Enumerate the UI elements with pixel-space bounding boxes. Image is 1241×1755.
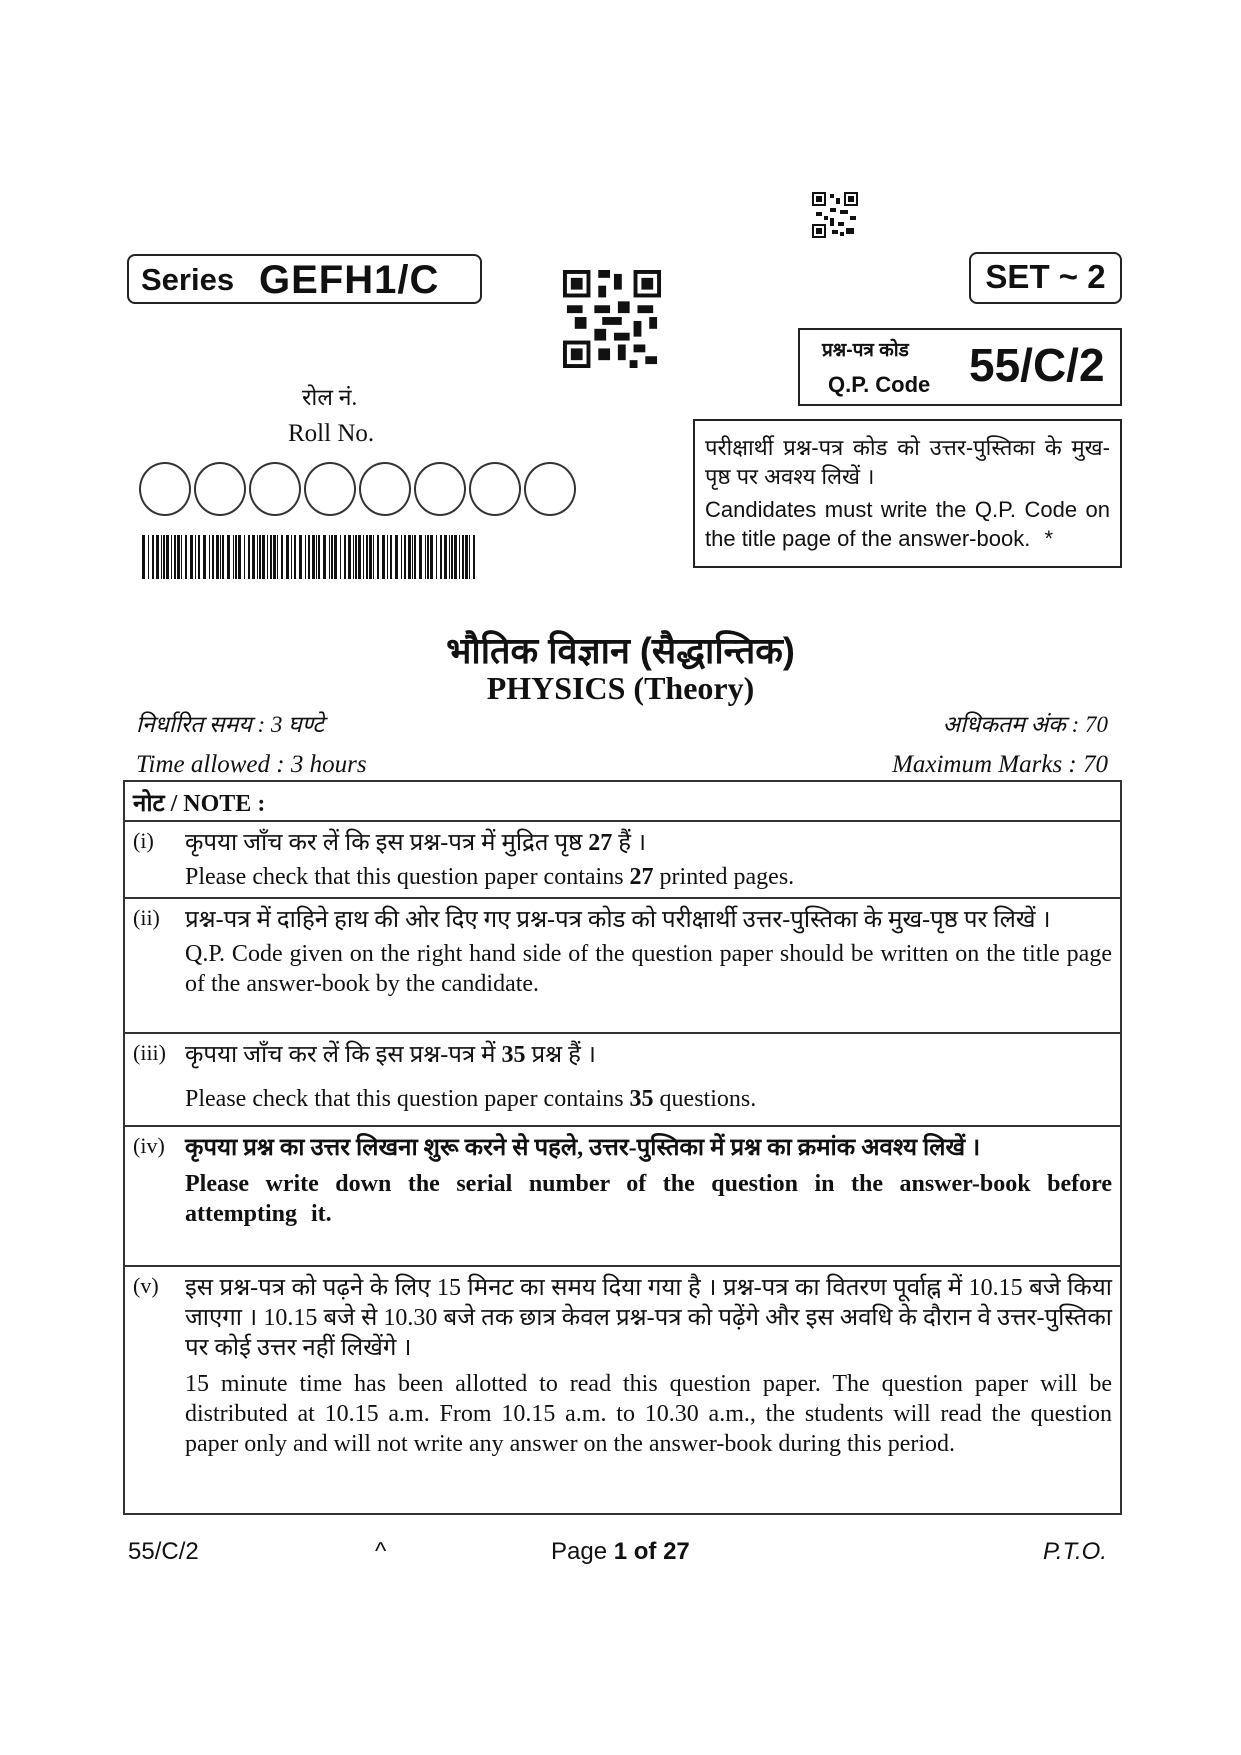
barcode-bar [252, 535, 255, 579]
barcode-bar [281, 535, 283, 579]
roll-digit-circle[interactable] [469, 462, 521, 516]
candidate-instruction-hindi: परीक्षार्थी प्रश्न-पत्र कोड को उत्तर-पुस्तिका के मुख-पृष्ठ पर अवश्य लिखें । [705, 435, 1110, 489]
barcode-bar [358, 535, 361, 579]
note-hindi: इस प्रश्न-पत्र को पढ़ने के लिए 15 मिनट का समय दिया गया है । प्रश्न-पत्र का वितरण पूर्वाह्न में 10.15 बजे किया जाएगा । 10.15 बजे से 10.30 बजे तक छात्र केवल प्रश्न-पत्र को पढ़ेंगे और इस अवधि के दौरान वे उत्तर-पुस्तिका पर कोई उत्तर नहीं लिखेंगे । [185, 1275, 1112, 1361]
barcode-bar [465, 535, 468, 579]
barcode-bar [294, 535, 296, 579]
subject-title-hindi: भौतिक विज्ञान (सैद्धान्तिक) [446, 630, 795, 671]
barcode-bar [419, 535, 422, 579]
barcode-bar [262, 535, 265, 579]
barcode-bar [331, 535, 333, 579]
qp-code-label-hindi: प्रश्न-पत्र कोड [822, 340, 909, 361]
barcode-bar [198, 535, 200, 579]
roll-number-circles [139, 462, 581, 520]
note-english: Please write down the serial number of the question in the answer-book before attempting it. [185, 1171, 1112, 1227]
note-hindi: प्रश्न-पत्र में दाहिने हाथ की ओर दिए गए प्रश्न-पत्र कोड को परीक्षार्थी उत्तर-पुस्तिका के मुख-पृष्ठ पर लिखें । [185, 907, 1051, 933]
note-number: (ii) [133, 905, 160, 930]
barcode-bar [148, 535, 149, 579]
note-number: (iv) [133, 1133, 165, 1158]
barcode-bar [291, 535, 292, 579]
barcode-bar [238, 535, 241, 579]
barcode-bar [427, 535, 429, 579]
barcode-bar [363, 535, 364, 579]
barcode-bar [209, 535, 210, 579]
roll-label: Roll No. [288, 420, 375, 447]
barcode-bar [387, 535, 388, 579]
barcode-bar [163, 535, 165, 579]
barcode-bar [161, 535, 162, 579]
footer-caret: ^ [375, 1538, 387, 1565]
barcode-bar [449, 535, 450, 579]
barcode-bar [334, 535, 337, 579]
subject-title: PHYSICS (Theory) [486, 670, 755, 706]
time-allowed-hindi: निर्धारित समय : 3 घण्टे [136, 712, 324, 737]
barcode-bar [212, 535, 214, 579]
note-number: (i) [133, 828, 154, 853]
barcode-bar [227, 535, 230, 579]
max-marks: Maximum Marks : 70 [892, 751, 1108, 778]
barcode-bar [222, 535, 224, 579]
barcode-bar [401, 535, 402, 579]
notes-table [123, 780, 1122, 1515]
barcode-bar [308, 535, 310, 579]
roll-digit-circle[interactable] [414, 462, 466, 516]
small-qr-code [812, 192, 858, 238]
barcode-bar [440, 535, 442, 579]
note-hindi: कृपया जाँच कर लें कि इस प्रश्न-पत्र में 35 प्रश्न हैं । [185, 1042, 596, 1068]
barcode-bar [195, 535, 196, 579]
barcode-bar [174, 535, 176, 579]
series-label: Series [141, 262, 235, 297]
barcode-bar [244, 535, 245, 579]
barcode-bar [286, 535, 289, 579]
note-item [125, 1127, 1120, 1267]
barcode-bar [459, 535, 460, 579]
star-mark: * [1044, 526, 1054, 551]
barcode-bar [382, 535, 385, 579]
qp-code-value: 55/C/2 [969, 339, 1105, 391]
barcode-bar [412, 535, 413, 579]
barcode-bar [316, 535, 317, 579]
notes-heading: नोट / NOTE : [125, 782, 1120, 822]
barcode-bar [177, 535, 180, 579]
barcode-bar [257, 535, 258, 579]
barcode-bar [248, 535, 250, 579]
barcode-bar [353, 535, 354, 579]
set-badge: SET ~ 2 [969, 252, 1122, 304]
max-marks-hindi: अधिकतम अंक : 70 [942, 712, 1108, 737]
pto-label: P.T.O. [1042, 1538, 1107, 1565]
barcode-bar [181, 535, 182, 579]
barcode-bar [340, 535, 341, 579]
note-item [125, 1034, 1120, 1127]
barcode-bar [259, 535, 261, 579]
barcode-bar [444, 535, 447, 579]
roll-digit-circle[interactable] [139, 462, 191, 516]
barcode-bar [235, 535, 237, 579]
note-english: Please check that this question paper contains 27 printed pages. [185, 864, 795, 890]
barcode-bar [430, 535, 433, 579]
series-value: GEFH1/C [259, 258, 440, 302]
barcode-bar [366, 535, 368, 579]
barcode-bar [373, 535, 374, 579]
note-english: Please check that this question paper contains 35 questions. [185, 1086, 757, 1112]
roll-digit-circle[interactable] [524, 462, 576, 516]
barcode-bar [277, 535, 278, 579]
roll-digit-circle[interactable] [359, 462, 411, 516]
barcode-bar [220, 535, 221, 579]
barcode-bar [152, 535, 154, 579]
note-item [125, 822, 1120, 899]
roll-digit-circle[interactable] [249, 462, 301, 516]
series-box [127, 254, 482, 304]
barcode-bar [267, 535, 268, 579]
barcode-bar [344, 535, 346, 579]
note-english: Q.P. Code given on the right hand side of the question paper should be written on the title page of the answer-book by the candidate. [185, 941, 1112, 997]
barcode-bar [377, 535, 379, 579]
main-qr-code [563, 270, 661, 368]
note-item [125, 899, 1120, 1034]
barcode-bar [270, 535, 272, 579]
barcode-bar [395, 535, 398, 579]
barcode-bar [190, 535, 193, 579]
barcode-bar [142, 535, 145, 579]
qp-code-label: Q.P. Code [828, 372, 931, 397]
barcode-bar [318, 535, 320, 579]
barcode-bar [323, 535, 326, 579]
roll-digit-circle[interactable] [194, 462, 246, 516]
qp-code-box [798, 328, 1122, 406]
barcode-bar [273, 535, 276, 579]
barcode-bar [329, 535, 330, 579]
barcode-bar [203, 535, 206, 579]
barcode-bar [451, 535, 453, 579]
candidate-instruction-english: Candidates must write the Q.P. Code on the title page of the answer-book. [705, 497, 1110, 551]
candidate-instruction-box [693, 419, 1122, 568]
barcode-bar [462, 535, 464, 579]
barcode-bar [348, 535, 351, 579]
roll-digit-circle[interactable] [304, 462, 356, 516]
barcode-bar [166, 535, 169, 579]
footer-code: 55/C/2 [128, 1538, 199, 1565]
note-item [125, 1267, 1120, 1513]
barcode-bar [312, 535, 315, 579]
barcode-bar [390, 535, 392, 579]
note-number: (iii) [133, 1040, 166, 1065]
barcode-bar [369, 535, 372, 579]
barcode-bar [436, 535, 437, 579]
barcode-bar [408, 535, 411, 579]
note-hindi: कृपया जाँच कर लें कि इस प्रश्न-पत्र में मुद्रित पृष्ठ 27 हैं । [185, 830, 647, 856]
page-number: Page 1 of 27 [551, 1538, 690, 1565]
note-number: (v) [133, 1273, 159, 1298]
barcode-bar [299, 535, 302, 579]
note-hindi: कृपया प्रश्न का उत्तर लिखना शुरू करने से पहले, उत्तर-पुस्तिका में प्रश्न का क्रमांक अवश्य लिखें । [185, 1135, 981, 1161]
barcode-bar [233, 535, 234, 579]
barcode-bar [305, 535, 306, 579]
barcode-bar [425, 535, 426, 579]
barcode-bar [469, 535, 470, 579]
barcode [142, 535, 478, 579]
roll-label-hindi: रोल नं. [302, 385, 358, 410]
barcode-bar [171, 535, 172, 579]
note-english: 15 minute time has been allotted to read this question paper. The question paper will be distributed at 10.15 a.m. From 10.15 a.m. to 10.30 a.m., the students will read the question paper only and will not write any answer on the answer-book during this period. [185, 1371, 1112, 1457]
barcode-bar [404, 535, 406, 579]
barcode-bar [185, 535, 187, 579]
barcode-bar [414, 535, 416, 579]
time-allowed: Time allowed : 3 hours [136, 751, 367, 778]
barcode-bar [454, 535, 457, 579]
barcode-bar [216, 535, 219, 579]
barcode-bar [473, 535, 475, 579]
barcode-bar [156, 535, 159, 579]
barcode-bar [355, 535, 357, 579]
